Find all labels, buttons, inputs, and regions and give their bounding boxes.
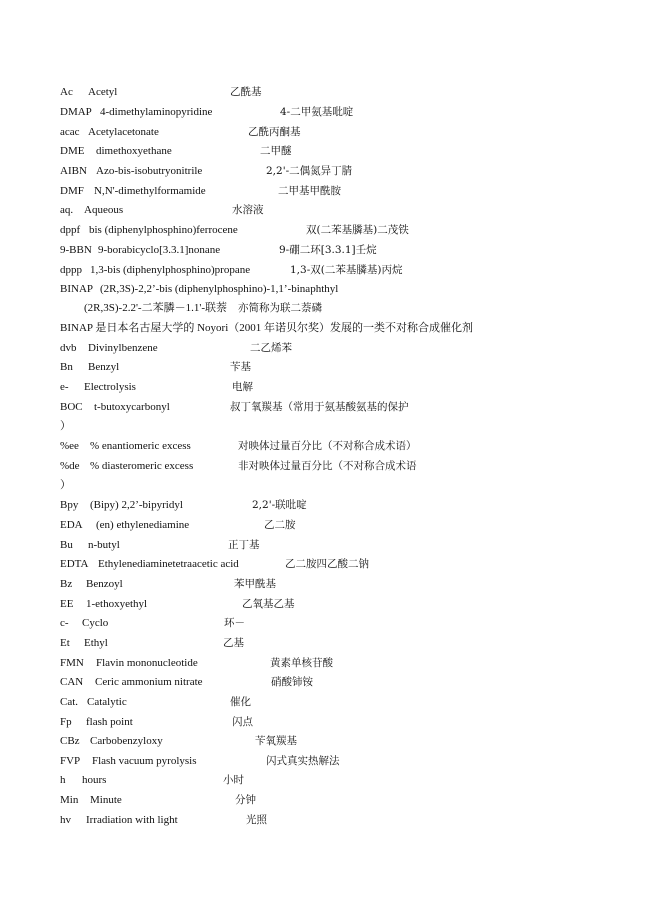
- entry-chinese-name: 二乙烯苯: [250, 342, 292, 354]
- entry-chinese-name: 9-硼二环[3.3.1]壬烷: [279, 244, 377, 256]
- entry-chinese-name: 闪式真实热解法: [266, 755, 340, 767]
- entry-english-name: dimethoxyethane: [96, 145, 172, 157]
- entry-chinese-name: 乙酰基: [230, 86, 262, 98]
- entry-abbreviation: %de: [60, 460, 80, 472]
- entry-chinese-name: 苯甲酰基: [234, 578, 276, 590]
- entry-chinese-name: 水溶液: [232, 204, 264, 216]
- entry-abbreviation: acac: [60, 126, 80, 138]
- entry-chinese-name: 2,2'-联吡啶: [252, 499, 307, 511]
- entry-abbreviation: Bu: [60, 539, 73, 551]
- entry-english-name: n-butyl: [88, 539, 120, 551]
- entry-english-name: ）: [60, 420, 71, 432]
- entry-english-name: ）: [60, 479, 71, 491]
- entry-chinese-name: 闪点: [232, 716, 253, 728]
- entry-english-name: Ceric ammonium nitrate: [95, 676, 203, 688]
- entry-chinese-name: 苄基: [230, 361, 251, 373]
- entry-english-name: Cyclo: [82, 617, 109, 629]
- entry-abbreviation: DMAP: [60, 106, 92, 118]
- entry-english-name: Aqueous: [84, 204, 124, 216]
- entry-chinese-name: 二甲基甲酰胺: [278, 185, 341, 197]
- entry-abbreviation: c-: [60, 617, 69, 629]
- entry-abbreviation: EDA: [60, 519, 83, 531]
- entry-abbreviation: DMF: [60, 185, 84, 197]
- entry-english-name: Azo-bis-isobutryonitrile: [96, 165, 203, 177]
- entry-chinese-name: 二甲醚: [260, 145, 292, 157]
- entry-chinese-name: 正丁基: [228, 539, 260, 551]
- entry-abbreviation: Bz: [60, 578, 73, 590]
- entry-english-name: (Bipy) 2,2’-bipyridyl: [90, 499, 183, 511]
- entry-english-name: (2R,3S)-2,2’-bis (diphenylphosphino)-1,1’-binaphthyl: [100, 283, 339, 295]
- entry-chinese-name: 苄氧羰基: [255, 735, 297, 747]
- entry-english-name: Benzoyl: [86, 578, 123, 590]
- entry-english-name: bis (diphenylphosphino)ferrocene: [89, 224, 238, 236]
- entry-chinese-name: 乙氧基乙基: [242, 598, 295, 610]
- entry-english-name: Electrolysis: [84, 381, 136, 393]
- entry-abbreviation: EE: [60, 598, 74, 610]
- entry-abbreviation: aq.: [60, 204, 74, 216]
- entry-chinese-name: 1,3-双(二苯基膦基)丙烷: [290, 264, 403, 276]
- entry-chinese-name: 乙酰丙酮基: [248, 126, 301, 138]
- entry-english-name: flash point: [86, 716, 133, 728]
- entry-english-name: Carbobenzyloxy: [90, 735, 163, 747]
- entry-abbreviation: EDTA: [60, 558, 89, 570]
- entry-english-name: hours: [82, 774, 107, 786]
- entry-chinese-name: 2,2'-二偶氮异丁腈: [266, 165, 353, 177]
- entry-abbreviation: Min: [60, 794, 79, 806]
- entry-english-name: Ethylenediaminetetraacetic acid: [98, 558, 239, 570]
- entry-english-name: Benzyl: [88, 361, 120, 373]
- entry-abbreviation: FMN: [60, 657, 84, 669]
- entry-abbreviation: Ac: [60, 86, 73, 98]
- entry-abbreviation: %ee: [60, 440, 79, 452]
- entry-abbreviation: AIBN: [60, 165, 87, 177]
- entry-english-name: 9-borabicyclo[3.3.1]nonane: [98, 244, 221, 256]
- entry-abbreviation: hv: [60, 814, 71, 826]
- entry-chinese-name: 叔丁氧羰基（常用于氨基酸氨基的保护: [230, 401, 409, 413]
- entry-chinese-name: 乙二胺: [264, 519, 296, 531]
- entry-english-name: (en) ethylenediamine: [96, 519, 190, 531]
- entry-abbreviation: BOC: [60, 401, 83, 413]
- entry-abbreviation: BINAP: [60, 283, 94, 295]
- entry-abbreviation: FVP: [60, 755, 81, 767]
- entry-english-name: Minute: [90, 794, 122, 806]
- entry-chinese-name: 非对映体过量百分比（不对称合成术语: [238, 460, 417, 472]
- entry-chinese-name: 硝酸铈铵: [271, 676, 313, 688]
- entry-chinese-name: 黄素单核苷酸: [270, 657, 333, 669]
- entry-chinese-name: 乙基: [223, 637, 244, 649]
- entry-abbreviation: Fp: [60, 716, 72, 728]
- entry-english-name: Ethyl: [84, 637, 108, 649]
- entry-chinese-name: 催化: [230, 696, 251, 708]
- entry-abbreviation: dvb: [60, 342, 77, 354]
- entry-english-name: Flash vacuum pyrolysis: [92, 755, 197, 767]
- entry-abbreviation: Bn: [60, 361, 73, 373]
- entry-english-name: (2R,3S)-2.2'-二苯膦－1.1'-联萘: [84, 302, 227, 314]
- entry-abbreviation: 9-BBN: [60, 244, 92, 256]
- entry-abbreviation: CBz: [60, 735, 80, 747]
- entry-abbreviation: Bpy: [60, 499, 79, 511]
- entry-abbreviation: h: [60, 774, 66, 786]
- entry-chinese-name: 电解: [232, 381, 253, 393]
- entry-english-name: BINAP 是日本名古屋大学的 Noyori（2001 年诺贝尔奖）发展的一类不对称合成催化剂: [60, 322, 474, 334]
- entry-english-name: Acetylacetonate: [88, 126, 159, 138]
- entry-abbreviation: CAN: [60, 676, 84, 688]
- entry-english-name: % diasteromeric excess: [90, 460, 194, 472]
- entry-chinese-name: 分钟: [235, 794, 256, 806]
- entry-english-name: Irradiation with light: [86, 814, 178, 826]
- entry-chinese-name: 双(二苯基膦基)二茂铁: [306, 224, 409, 236]
- entry-english-name: Divinylbenzene: [88, 342, 158, 354]
- entry-chinese-name: 亦简称为联二萘磷: [238, 302, 322, 314]
- entry-english-name: Catalytic: [87, 696, 127, 708]
- entry-abbreviation: e-: [60, 381, 69, 393]
- entry-chinese-name: 光照: [246, 814, 267, 826]
- entry-abbreviation: Cat.: [60, 696, 79, 708]
- entry-abbreviation: Et: [60, 637, 70, 649]
- entry-english-name: t-butoxycarbonyl: [94, 401, 170, 413]
- entry-abbreviation: dppp: [60, 264, 82, 276]
- entry-chinese-name: 乙二胺四乙酸二钠: [285, 558, 369, 570]
- entry-english-name: % enantiomeric excess: [90, 440, 191, 452]
- entry-english-name: Acetyl: [88, 86, 118, 98]
- entry-english-name: 1,3-bis (diphenylphosphino)propane: [90, 264, 251, 276]
- entry-english-name: 4-dimethylaminopyridine: [100, 106, 213, 118]
- entry-english-name: Flavin mononucleotide: [96, 657, 198, 669]
- entry-chinese-name: 环－: [224, 617, 245, 629]
- entry-english-name: N,N'-dimethylformamide: [94, 185, 206, 197]
- entry-abbreviation: dppf: [60, 224, 81, 236]
- entry-chinese-name: 小时: [223, 774, 244, 786]
- entry-abbreviation: DME: [60, 145, 85, 157]
- entry-english-name: 1-ethoxyethyl: [86, 598, 148, 610]
- entry-chinese-name: 对映体过量百分比（不对称合成术语）: [238, 440, 417, 452]
- entry-chinese-name: 4-二甲氨基吡啶: [280, 106, 354, 118]
